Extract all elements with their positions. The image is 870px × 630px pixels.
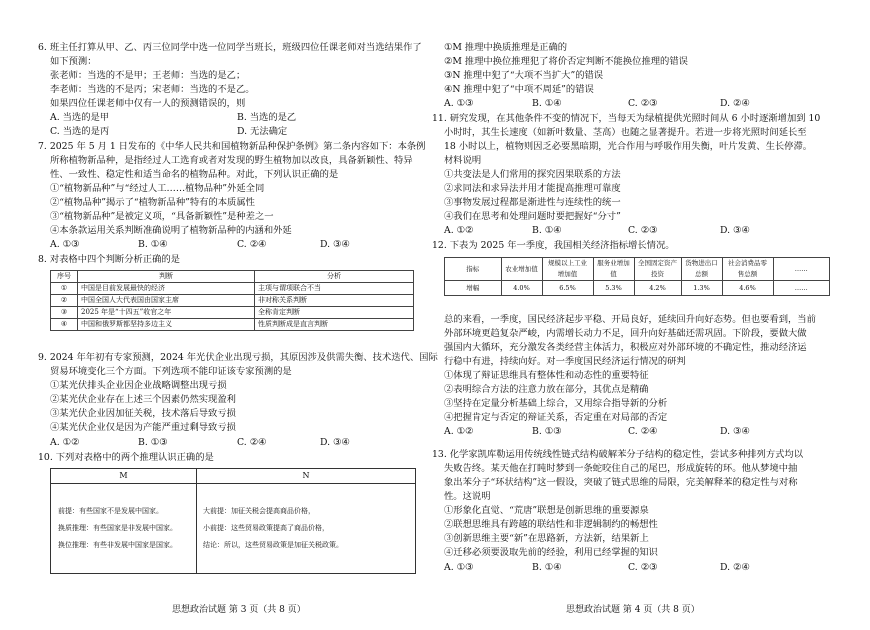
q10-statement: ③N 推理中犯了“大项不当扩大”的错误 <box>444 70 604 81</box>
right-page-footer: 思想政治试题 第 4 页（共 8 页） <box>566 605 700 615</box>
q7-line: ④本条款运用关系判断准确说明了植物新品种的内涵和外延 <box>50 225 292 236</box>
q9-option-b: B. ①③ <box>138 437 168 448</box>
q8-cell: 主项与谓项联合不当 <box>255 283 414 295</box>
q9-option-a: A. ①② <box>50 437 80 448</box>
q8-cell: 2025 年是“十四五”收官之年 <box>78 307 255 319</box>
q12-header: 社会消费品零售总额 <box>722 258 773 281</box>
q12-header: …… <box>773 258 830 281</box>
q6-line: 张老师：当选的不是甲；王老师：当选的是乙； <box>50 70 246 81</box>
q12-line: 外部环境更趋复杂严峻，内需增长动力不足，回升向好基础还需巩固。下阶段，要做大做 <box>444 328 807 339</box>
q13-line: ①形象化直觉、“荒唐”联想是创新思维的重要源泉 <box>444 505 649 516</box>
q11-option-c: C. ②③ <box>628 225 658 236</box>
q7-option-b: B. ①④ <box>138 239 168 250</box>
q9-line: ④某光伏企业仅是因为产能严重过剩导致亏损 <box>50 422 236 433</box>
q12-header: 全国固定资产投资 <box>634 258 681 281</box>
q12-line: ③坚持在定量分析基础上综合，又用综合指导新的分析 <box>444 398 668 409</box>
q8-cell: 中国和俄罗斯都坚持多边主义 <box>78 319 255 331</box>
q10-m-line: 换位推理：有些非发展中国家是国家。 <box>58 541 177 549</box>
q9-option-c: C. ②④ <box>237 437 267 448</box>
table-row <box>51 283 414 295</box>
q8-table <box>50 270 414 331</box>
q8-cell: 非对称关系判断 <box>255 295 414 307</box>
q12-cell: …… <box>773 281 830 296</box>
q9-line: ②某光伏企业存在上述三个因素仍然实现盈利 <box>50 394 236 405</box>
q9-line: ③某光伏企业因加征关税，技术落后导致亏损 <box>50 408 236 419</box>
q12-option-d: D. ③④ <box>720 426 750 437</box>
q6-option-c: C. 当选的是丙 <box>50 126 110 137</box>
q12-line: ②表明综合方法的注意力放在部分，其优点是精确 <box>444 384 649 395</box>
q10-stem: 10. 下列对表格中的两个推理认识正确的是 <box>38 452 214 463</box>
table-row <box>51 319 414 331</box>
q11-option-a: A. ①② <box>444 225 474 236</box>
q10-n-line: 小前提：这些贸易政策提高了商品价格， <box>203 524 329 532</box>
q11-option-b: B. ①④ <box>532 225 562 236</box>
q12-header: 指标 <box>445 258 502 281</box>
q13-line: 象出苯分子“环状结构”这一假设，突破了链式思维的局限，完美解释苯的稳定性与对称 <box>444 477 798 488</box>
q13-line: 13. 化学家凯库勒运用传统线性链式结构破解苯分子结构的稳定性，尝试多种排列方式均以 <box>432 449 804 460</box>
q10-statement: ①M 推理中换质推理是正确的 <box>444 42 568 53</box>
q12-cell: 4.2% <box>634 281 681 296</box>
q11-line: 材料说明 <box>444 155 482 166</box>
q8-header: 序号 <box>51 271 78 283</box>
q10-option-d: D. ②④ <box>720 98 750 109</box>
q7-line: ③“植物新品种”是被定义项，“具备新颖性”是种差之一 <box>50 211 274 222</box>
q8-cell: 中国全国人大代表国由国家主席 <box>78 295 255 307</box>
q6-line: 6. 班主任打算从甲、乙、丙三位同学中选一位同学当班长，班级四位任课老师对当选结果作了 <box>38 42 422 53</box>
q8-cell: ③ <box>51 307 78 319</box>
q11-line: ②求同法和求异法并用才能提高推理可靠度 <box>444 183 621 194</box>
q8-cell: 性质判断成是直言判断 <box>255 319 414 331</box>
q6-line: 如下预测： <box>50 56 97 67</box>
q13-option-d: D. ②④ <box>720 562 750 573</box>
q13-option-c: C. ②③ <box>628 562 658 573</box>
q12-row-label: 增幅 <box>445 281 502 296</box>
q10-m-line: 换质推理：有些国家是非发展中国家。 <box>58 524 177 532</box>
left-page-footer: 思想政治试题 第 3 页（共 8 页） <box>172 605 306 615</box>
q12-header: 服务业增加值 <box>593 258 634 281</box>
q9-line: 贸易环境变化三个方面。下列选项不能印证该专家预测的是 <box>50 366 292 377</box>
q8-header: 分析 <box>255 271 414 283</box>
q12-header: 规模以上工业增加值 <box>542 258 593 281</box>
q11-line: 11. 研究发现，在其他条件不变的情况下，当每天为绿植提供光照时间从 6 小时逐渐增加到 10 <box>432 113 821 124</box>
q8-cell: ① <box>51 283 78 295</box>
q13-line: 失败告终。某天他在打盹时梦到一条蛇咬住自己的尾巴，形成旋转的环。他从梦境中抽 <box>444 463 798 474</box>
q7-line: 7. 2025 年 5 月 1 日发布的《中华人民共和国植物新品种保护条例》第二条内容如下：本条例 <box>38 141 426 152</box>
q13-line: 性。这说明 <box>444 491 491 502</box>
q12-option-b: B. ①③ <box>532 426 562 437</box>
q11-line: 18 小时以上，植物则因乏必要黑暗期，光合作用与呼吸作用失衡，叶片发黄、生长停滞。 <box>444 141 813 152</box>
q12-table <box>444 257 830 296</box>
q7-option-a: A. ①③ <box>50 239 80 250</box>
q7-option-c: C. ②④ <box>237 239 267 250</box>
q12-cell: 4.6% <box>722 281 773 296</box>
q13-line: ④迁移必须要汲取先前的经验，利用已经掌握的知识 <box>444 547 658 558</box>
q11-line: 小时时，其生长速度（如新叶数量、茎高）也随之显著提升。若进一步将光照时间延长至 <box>444 127 807 138</box>
q12-line: 强国内大循环，充分激发各类经营主体活力，积极应对外部环境的不确定性，推动经济运 <box>444 342 807 353</box>
q6-line: 如果四位任课老师中仅有一人的预测错误的，则 <box>50 98 246 109</box>
q11-option-d: D. ③④ <box>720 225 750 236</box>
q10-table <box>50 468 416 574</box>
q10-m-line: 前提：有些国家不是发展中国家。 <box>58 507 163 515</box>
q10-statement: ②M 推理中换位推理犯了将价否定判断不能换位推理的错误 <box>444 56 688 67</box>
q7-line: ①“植物新品种”与“经过人工……植物品种”外延全同 <box>50 183 265 194</box>
q12-header: 农业增加值 <box>501 258 542 281</box>
q7-line: 所称植物新品种，是指经过人工选育或者对发现的野生植物加以改良，具备新颖性、特异 <box>50 155 413 166</box>
q10-option-c: C. ②③ <box>628 98 658 109</box>
q12-option-a: A. ①② <box>444 426 474 437</box>
q8-cell: ② <box>51 295 78 307</box>
q13-option-a: A. ①③ <box>444 562 474 573</box>
q11-line: ①共变法是人们常用的探究因果联系的方法 <box>444 169 621 180</box>
q8-cell: 中国是目前发展最快的经济 <box>78 283 255 295</box>
q8-header: 判断 <box>78 271 255 283</box>
q6-option-a: A. 当选的是甲 <box>50 112 110 123</box>
q13-line: ②联想思维具有跨越的联结性和非逻辑制约的畅想性 <box>444 519 658 530</box>
q10-option-b: B. ①④ <box>532 98 562 109</box>
q9-line: 9. 2024 年年初有专家预测，2024 年光伏企业出现亏损，其原因涉及供需失衡、技术迭代、国际 <box>38 352 438 363</box>
q9-option-d: D. ③④ <box>320 437 350 448</box>
q10-option-a: A. ①③ <box>444 98 474 109</box>
q12-line: ④把握肯定与否定的辩证关系，否定重在对局部的否定 <box>444 412 668 423</box>
q13-option-b: B. ①④ <box>532 562 562 573</box>
q9-line: ①某光伏排头企业因企业战略调整出现亏损 <box>50 380 227 391</box>
q8-stem: 8. 对表格中四个判断分析正确的是 <box>38 254 180 265</box>
q11-line: ③事物发展过程都是渐进性与连续性的统一 <box>444 197 621 208</box>
q10-statement: ④N 推理中犯了“中项不周延”的错误 <box>444 84 594 95</box>
q8-cell: ④ <box>51 319 78 331</box>
q12-option-c: C. ②④ <box>628 426 658 437</box>
q10-col-m-header: M <box>119 471 128 480</box>
q7-option-d: D. ③④ <box>320 239 350 250</box>
q12-header: 货物进出口总额 <box>681 258 722 281</box>
q13-line: ③创新思维主要“新”在思路新，方法新，结果新上 <box>444 533 649 544</box>
q10-n-line: 结论：所以，这些贸易政策是加征关税政策。 <box>203 541 343 549</box>
table-row <box>445 281 830 296</box>
q12-line: 总的来看，一季度，国民经济起步平稳、开局良好，延续回升向好态势。但也要看到，当前 <box>444 314 816 325</box>
q12-cell: 4.0% <box>501 281 542 296</box>
q6-option-d: D. 无法确定 <box>237 126 288 137</box>
q12-cell: 5.3% <box>593 281 634 296</box>
q6-option-b: B. 当选的是乙 <box>237 112 297 123</box>
q10-n-line: 大前提：加征关税会提高商品价格， <box>203 507 315 515</box>
q7-line: ②“植物品种”揭示了“植物新品种”特有的本质属性 <box>50 197 255 208</box>
q6-line: 李老师：当选的不是丙；宋老师：当选的不是乙。 <box>50 84 255 95</box>
table-row <box>51 295 414 307</box>
q7-line: 性、一致性、稳定性和适当命名的植物品种。对此，下列认识正确的是 <box>50 169 339 180</box>
q12-cell: 6.5% <box>542 281 593 296</box>
q12-cell: 1.3% <box>681 281 722 296</box>
q12-line: 行稳中有进，持续向好。对一季度国民经济运行情况的研判 <box>444 356 686 367</box>
q10-col-n-header: N <box>302 471 310 480</box>
q12-stem: 12. 下表为 2025 年一季度，我国相关经济指标增长情况。 <box>432 240 675 251</box>
q12-line: ①体现了辩证思维具有整体性和动态性的重要特征 <box>444 370 649 381</box>
q11-line: ④我们在思考和处理问题时要把握好“分寸” <box>444 211 621 222</box>
table-row <box>51 307 414 319</box>
q8-cell: 全称肯定判断 <box>255 307 414 319</box>
